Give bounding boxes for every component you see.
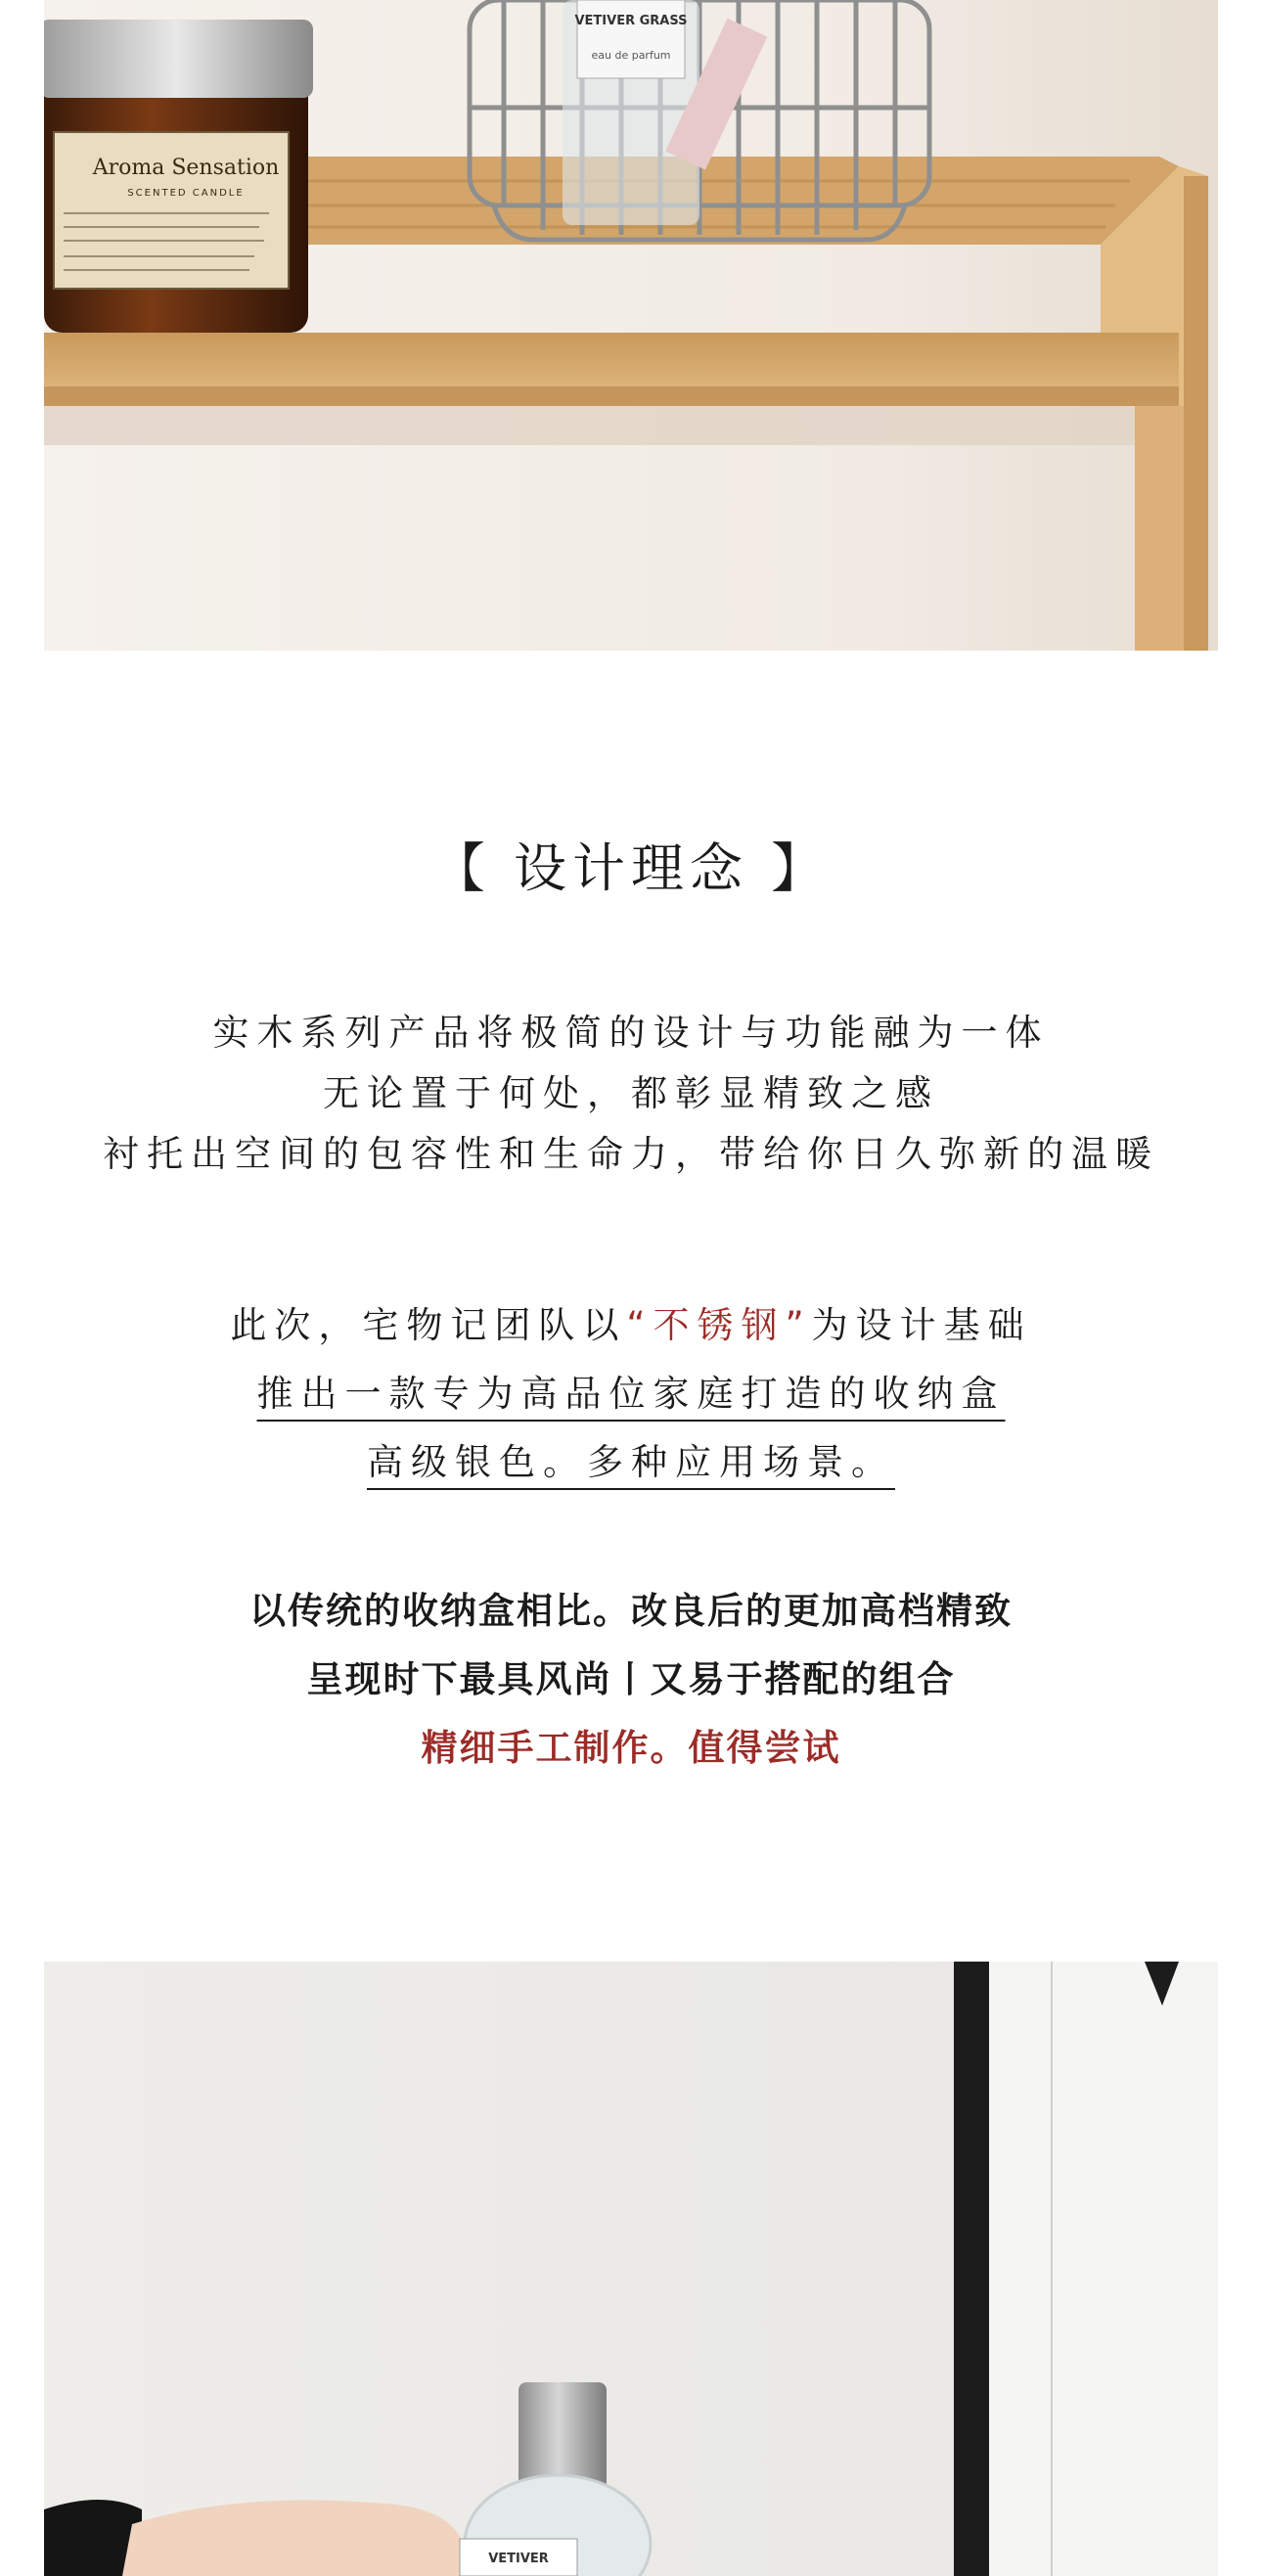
bottom-product-photo [44, 1962, 1218, 2576]
top-product-photo [44, 0, 1218, 651]
compare-paragraph [0, 1577, 1262, 1783]
team-line-1-prefix: 此次，宅物记团队以 [230, 1304, 627, 1346]
jar-label-sub: SCENTED CANDLE [127, 188, 245, 199]
compare-line-2: 呈现时下最具风尚丨又易于搭配的组合 [306, 1658, 956, 1700]
team-line-2: 推出一款专为高品位家庭打造的收纳盒 [256, 1373, 1006, 1415]
compare-line-1: 以传统的收纳盒相比。改良后的更加高档精致 [249, 1590, 1013, 1632]
intro-line-2: 无论置于何处，都彰显精致之感 [323, 1072, 939, 1114]
intro-line-1: 实木系列产品将极简的设计与功能融为一体 [212, 1012, 1050, 1054]
intro-line-3: 衬托出空间的包容性和生命力，带给你日久弥新的温暖 [103, 1133, 1159, 1175]
compare-line-3: 精细手工制作。值得尝试 [421, 1727, 841, 1769]
jar-label-title: Aroma Sensation [92, 156, 280, 180]
bottle-label: VETIVER GRASS [574, 14, 688, 28]
section-title: 【 设计理念 】 [431, 837, 831, 899]
team-line-1 [0, 1291, 1262, 1360]
stainless-steel-highlight: “不锈钢” [626, 1304, 812, 1346]
perfume-illustration [44, 1962, 1218, 2576]
bottle-sub: eau de parfum [591, 49, 671, 62]
intro-paragraph [0, 1003, 1262, 1185]
perfume-label: VETIVER [488, 2552, 549, 2566]
team-line-1-suffix: 为设计基础 [811, 1304, 1032, 1346]
team-line-3: 高级银色。多种应用场景。 [367, 1441, 895, 1483]
shelf-illustration [44, 0, 1218, 651]
team-paragraph [0, 1291, 1262, 1497]
